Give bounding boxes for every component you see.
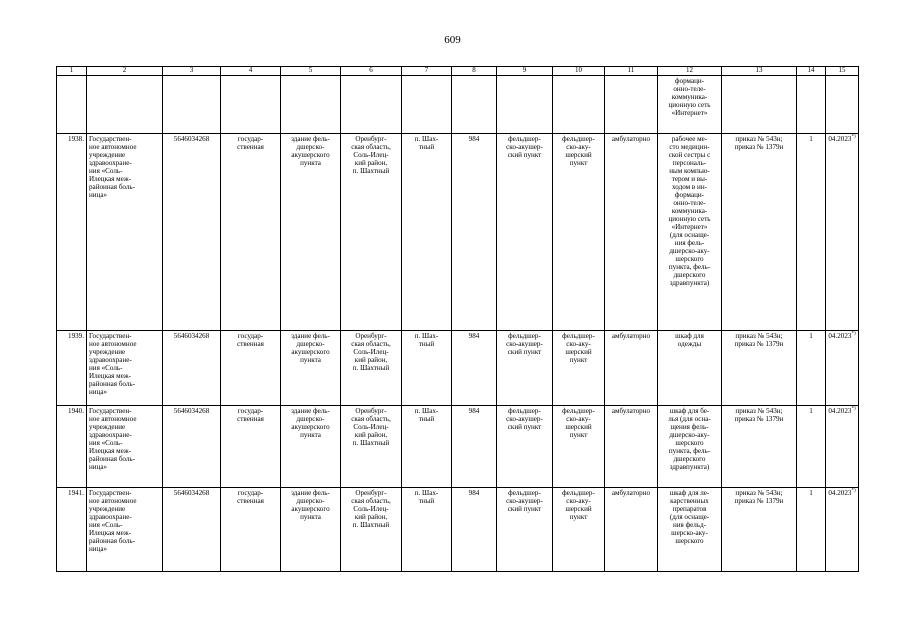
cont-cell <box>87 76 163 134</box>
cont-cell <box>605 76 658 134</box>
cont-cell <box>452 76 497 134</box>
address-cell: Оренбург- ская область, Соль-Илец- кий район, п. Шахтный <box>341 488 402 572</box>
column-number-4: 4 <box>221 67 281 76</box>
cont-cell <box>341 76 402 134</box>
table-row <box>57 134 859 331</box>
date-value: 04.2023 <box>828 135 852 143</box>
subdivision-cell: фельдшер- ско-аку- шерский пункт <box>553 134 605 331</box>
cont-cell <box>722 76 797 134</box>
column-number-13: 13 <box>722 67 797 76</box>
ownership-cell: государ- ственная <box>221 331 281 406</box>
footnote-mark: *) <box>851 406 856 412</box>
date-value: 04.2023 <box>828 489 852 497</box>
cont-cell <box>57 76 87 134</box>
column-number-7: 7 <box>402 67 452 76</box>
cont-cell <box>553 76 605 134</box>
inn-cell: 5646034268 <box>163 406 221 488</box>
building-cell: здание фель- дшерско- акушерского пункта <box>281 134 341 331</box>
quantity-cell: 1 <box>797 134 826 331</box>
column-number-9: 9 <box>497 67 553 76</box>
cont-cell <box>497 76 553 134</box>
basis-cell: приказ № 543н; приказ № 1379н <box>722 406 797 488</box>
equipment-cell: шкаф для ле- карственных препаратов (для оснаще- ния фельд- шерско-аку- шерского <box>658 488 722 572</box>
address-cell: Оренбург- ская область, Соль-Илец- кий район, п. Шахтный <box>341 406 402 488</box>
care-form-cell: амбулаторно <box>605 134 658 331</box>
organization-cell: Государствен- ное автономное учреждение здравоохране- ния «Соль- Илецкая меж- районная боль- ница» <box>87 331 163 406</box>
row-number-cell: 1938. <box>57 134 87 331</box>
subdivision-cell: фельдшер- ско-аку- шерский пункт <box>553 406 605 488</box>
column-number-12: 12 <box>658 67 722 76</box>
column-number-14: 14 <box>797 67 826 76</box>
inn-cell: 5646034268 <box>163 331 221 406</box>
facility-type-cell: фельдшер- ско-акушер- ский пункт <box>497 331 553 406</box>
table-row <box>57 488 859 572</box>
continuation-row <box>57 76 859 134</box>
inn-cell: 5646034268 <box>163 488 221 572</box>
column-number-5: 5 <box>281 67 341 76</box>
organization-cell: Государствен- ное автономное учреждение здравоохране- ния «Соль- Илецкая меж- районная боль- ница» <box>87 134 163 331</box>
population-cell: 984 <box>452 488 497 572</box>
row-number-cell: 1941. <box>57 488 87 572</box>
population-cell: 984 <box>452 134 497 331</box>
building-cell: здание фель- дшерско- акушерского пункта <box>281 406 341 488</box>
facility-type-cell: фельдшер- ско-акушер- ский пункт <box>497 406 553 488</box>
page-number: 609 <box>444 34 461 46</box>
footnote-mark: *) <box>851 331 856 337</box>
subdivision-cell: фельдшер- ско-аку- шерский пункт <box>553 331 605 406</box>
care-form-cell: амбулаторно <box>605 331 658 406</box>
column-number-8: 8 <box>452 67 497 76</box>
date-value: 04.2023 <box>828 407 852 415</box>
column-number-6: 6 <box>341 67 402 76</box>
building-cell: здание фель- дшерско- акушерского пункта <box>281 488 341 572</box>
settlement-cell: п. Шах- тный <box>402 488 452 572</box>
care-form-cell: амбулаторно <box>605 488 658 572</box>
quantity-cell: 1 <box>797 406 826 488</box>
inn-cell: 5646034268 <box>163 134 221 331</box>
column-number-10: 10 <box>553 67 605 76</box>
ownership-cell: государ- ственная <box>221 488 281 572</box>
quantity-cell: 1 <box>797 488 826 572</box>
column-number-11: 11 <box>605 67 658 76</box>
column-number-3: 3 <box>163 67 221 76</box>
basis-cell: приказ № 543н; приказ № 1379н <box>722 134 797 331</box>
date-value: 04.2023 <box>828 332 852 340</box>
table-row <box>57 331 859 406</box>
date-cell <box>826 331 859 406</box>
equipment-cell: шкаф для одежды <box>658 331 722 406</box>
organization-cell: Государствен- ное автономное учреждение здравоохране- ния «Соль- Илецкая меж- районная боль- ница» <box>87 406 163 488</box>
basis-cell: приказ № 543н; приказ № 1379н <box>722 331 797 406</box>
facility-type-cell: фельдшер- ско-акушер- ский пункт <box>497 134 553 331</box>
address-cell: Оренбург- ская область, Соль-Илец- кий район, п. Шахтный <box>341 134 402 331</box>
footnote-mark: *) <box>851 134 856 140</box>
column-number-1: 1 <box>57 67 87 76</box>
register-table <box>56 66 859 572</box>
date-cell <box>826 134 859 331</box>
cont-cell <box>402 76 452 134</box>
cont-equipment-cell: формаци- онно-теле- коммуника- ционную сеть «Интернет» <box>658 76 722 134</box>
table-row <box>57 406 859 488</box>
header-row <box>57 67 859 76</box>
facility-type-cell: фельдшер- ско-акушер- ский пункт <box>497 488 553 572</box>
basis-cell: приказ № 543н; приказ № 1379н <box>722 488 797 572</box>
settlement-cell: п. Шах- тный <box>402 331 452 406</box>
population-cell: 984 <box>452 331 497 406</box>
equipment-cell: шкаф для бе- лья (для осна- щения фель- дшерско-аку- шерского пункта, фель- дшерского здравпункта) <box>658 406 722 488</box>
cont-cell <box>221 76 281 134</box>
column-number-2: 2 <box>87 67 163 76</box>
row-number-cell: 1940. <box>57 406 87 488</box>
population-cell: 984 <box>452 406 497 488</box>
date-cell <box>826 488 859 572</box>
cont-cell <box>163 76 221 134</box>
ownership-cell: государ- ственная <box>221 134 281 331</box>
settlement-cell: п. Шах- тный <box>402 406 452 488</box>
building-cell: здание фель- дшерско- акушерского пункта <box>281 331 341 406</box>
subdivision-cell: фельдшер- ско-аку- шерский пункт <box>553 488 605 572</box>
equipment-cell: рабочее ме- сто медицин- ской сестры с персональ- ным компью- тером и вы- ходом в ин- формаци- онно-теле- коммуника- ционную сеть «Интернет» (для оснаще- ния фель- дшерско-аку- шерского пункта, фель- дшерского здравпункта) <box>658 134 722 331</box>
row-number-cell: 1939. <box>57 331 87 406</box>
organization-cell: Государствен- ное автономное учреждение здравоохране- ния «Соль- Илецкая меж- районная боль- ница» <box>87 488 163 572</box>
footnote-mark: *) <box>851 488 856 494</box>
care-form-cell: амбулаторно <box>605 406 658 488</box>
cont-cell <box>826 76 859 134</box>
settlement-cell: п. Шах- тный <box>402 134 452 331</box>
cont-cell <box>281 76 341 134</box>
column-number-15: 15 <box>826 67 859 76</box>
ownership-cell: государ- ственная <box>221 406 281 488</box>
date-cell <box>826 406 859 488</box>
cont-cell <box>797 76 826 134</box>
quantity-cell: 1 <box>797 331 826 406</box>
address-cell: Оренбург- ская область, Соль-Илец- кий район, п. Шахтный <box>341 331 402 406</box>
